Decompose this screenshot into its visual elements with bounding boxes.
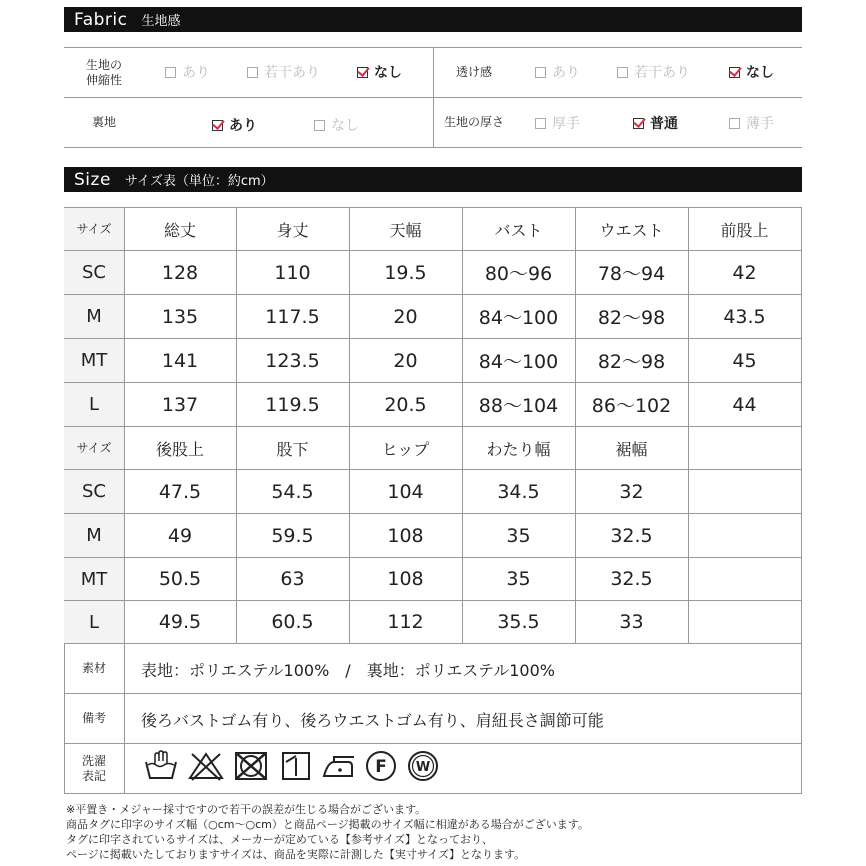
- lining-option-none: なし: [314, 115, 359, 135]
- table-cell: 88〜104: [478, 395, 559, 417]
- sheer-option-yes: あり: [535, 62, 580, 82]
- size-label: M: [86, 306, 102, 327]
- material-label: 素材: [81, 661, 106, 675]
- column-header: 裾幅: [615, 439, 648, 459]
- column-header: [688, 427, 801, 469]
- stretch-option-none: なし: [357, 62, 402, 82]
- table-cell: 49.5: [158, 611, 202, 633]
- table-cell: 141: [161, 349, 199, 372]
- table-cell: 35.5: [497, 611, 540, 633]
- column-header: 前股上: [720, 220, 769, 240]
- fabric-title: Fabric: [74, 9, 128, 30]
- table-cell: 43.5: [723, 305, 766, 328]
- care-label: 洗濯 表記: [81, 753, 106, 783]
- table-cell: 49: [167, 524, 193, 547]
- column-header: 後股上: [155, 439, 204, 459]
- checked-checkbox-icon: [357, 67, 368, 78]
- size-label: M: [86, 525, 102, 546]
- lining-label: 裏地: [91, 115, 116, 129]
- wet-clean-w-icon: [405, 750, 441, 782]
- table-cell: 63: [280, 568, 305, 590]
- checked-checkbox-icon: [633, 118, 644, 129]
- table-cell: 112: [387, 611, 424, 633]
- table-cell: 119.5: [265, 393, 320, 416]
- column-header: 天幅: [389, 220, 422, 240]
- table-cell: 108: [387, 524, 424, 547]
- checkbox-icon: [314, 120, 325, 131]
- thickness-label: 生地の厚さ: [443, 115, 504, 129]
- sheer-option-none: なし: [729, 62, 774, 82]
- table-cell: 60.5: [271, 611, 314, 633]
- table-cell: 44: [732, 393, 757, 416]
- table-cell: 117.5: [265, 305, 320, 328]
- sheer-option-slight: 若干あり: [617, 62, 690, 82]
- svg-text:F: F: [375, 757, 387, 777]
- table-cell: 84〜100: [478, 307, 559, 329]
- size-label: L: [88, 394, 100, 415]
- table-cell: 135: [161, 305, 199, 328]
- table-cell: 19.5: [384, 261, 427, 284]
- table-cell: 78〜94: [597, 263, 666, 285]
- table-cell: 35: [506, 524, 531, 547]
- table-cell: 32.5: [610, 568, 653, 590]
- table-cell: 128: [161, 261, 199, 284]
- size-subtitle: サイズ表（単位：約cm）: [124, 174, 274, 189]
- remarks-value: 後ろバストゴム有り、後ろウエストゴム有り、肩紐長さ調節可能: [141, 711, 604, 730]
- size-label: SC: [82, 481, 106, 502]
- stretch-label: 生地の 伸縮性: [85, 57, 122, 87]
- table-cell: 108: [387, 568, 424, 590]
- size-label: L: [88, 611, 100, 633]
- column-header: バスト: [494, 220, 543, 240]
- stretch-option-yes: あり: [165, 62, 210, 82]
- column-header: ウエスト: [599, 220, 664, 240]
- size-label: SC: [82, 262, 106, 283]
- thickness-option-thin: 薄手: [729, 113, 774, 133]
- table-cell: 82〜98: [597, 351, 666, 373]
- table-cell: 47.5: [158, 480, 202, 503]
- checked-checkbox-icon: [212, 120, 223, 131]
- lining-option-yes: あり: [212, 115, 257, 135]
- column-header: 身丈: [276, 220, 309, 240]
- fabric-subtitle: 生地感: [141, 14, 181, 29]
- checkbox-icon: [165, 67, 176, 78]
- checkbox-icon: [617, 67, 628, 78]
- size-header-bar: [64, 167, 802, 192]
- thickness-option-normal: 普通: [633, 113, 678, 133]
- table-cell: 104: [387, 480, 424, 503]
- no-tumble-dry-icon: [233, 750, 269, 782]
- table-cell: 42: [732, 261, 757, 284]
- table-cell: 80〜96: [484, 263, 553, 285]
- size-label: MT: [80, 350, 108, 371]
- remarks-label: 備考: [81, 711, 106, 725]
- size-corner-label: サイズ: [76, 221, 112, 236]
- thickness-option-thick: 厚手: [535, 113, 580, 133]
- material-value: 表地：ポリエステル100% / 裏地：ポリエステル100%: [141, 661, 555, 680]
- column-header: 総丈: [163, 220, 196, 240]
- table-cell: 137: [161, 393, 199, 416]
- note-line: ページに掲載いたしておりますサイズは、商品を実際に計測した【実寸サイズ】となります。: [66, 848, 526, 861]
- size-corner-label: サイズ: [76, 440, 112, 455]
- note-line: 商品タグに印字のサイズ幅（○cm〜○cm）と商品ページ掲載のサイズ幅に相違がある場合がございます。: [66, 818, 589, 831]
- table-cell: 33: [619, 611, 644, 633]
- size-title: Size: [74, 169, 111, 190]
- table-cell: 20.5: [384, 393, 427, 416]
- sheer-label: 透け感: [455, 65, 492, 79]
- hand-wash-icon: [143, 750, 179, 782]
- note-line: タグに印字されているサイズは、メーカーが定めている【参考サイズ】となっており、: [66, 833, 494, 846]
- table-cell: 50.5: [158, 568, 202, 590]
- checkbox-icon: [729, 118, 740, 129]
- table-cell: 82〜98: [597, 307, 666, 329]
- table-cell: 84〜100: [478, 351, 559, 373]
- table-cell: 20: [393, 305, 418, 328]
- table-cell: 34.5: [497, 480, 540, 503]
- table-cell: 86〜102: [591, 395, 672, 417]
- dry-clean-f-icon: [363, 750, 399, 782]
- table-cell: 123.5: [265, 349, 320, 372]
- column-header: わたり幅: [486, 439, 551, 459]
- size-label: MT: [80, 568, 108, 590]
- checkbox-icon: [535, 118, 546, 129]
- table-cell: 35: [506, 568, 531, 590]
- checkbox-icon: [535, 67, 546, 78]
- table-cell: 54.5: [271, 480, 314, 503]
- column-header: ヒップ: [381, 439, 430, 459]
- table-cell: 32.5: [610, 524, 653, 547]
- table-cell: 32: [619, 480, 644, 503]
- table-cell: 59.5: [271, 524, 314, 547]
- table-cell: 20: [393, 349, 418, 372]
- no-bleach-icon: [188, 750, 224, 782]
- svg-text:W: W: [415, 760, 431, 775]
- line-dry-icon: [278, 750, 314, 782]
- checked-checkbox-icon: [729, 67, 740, 78]
- note-line: ※平置き・メジャー採寸ですので若干の誤差が生じる場合がございます。: [66, 803, 427, 816]
- table-cell: 110: [274, 261, 311, 284]
- checkbox-icon: [247, 67, 258, 78]
- fabric-header-bar: [64, 7, 802, 32]
- stretch-option-slight: 若干あり: [247, 62, 320, 82]
- column-header: 股下: [276, 439, 309, 459]
- iron-low-icon: [320, 750, 356, 782]
- table-cell: 45: [732, 349, 757, 372]
